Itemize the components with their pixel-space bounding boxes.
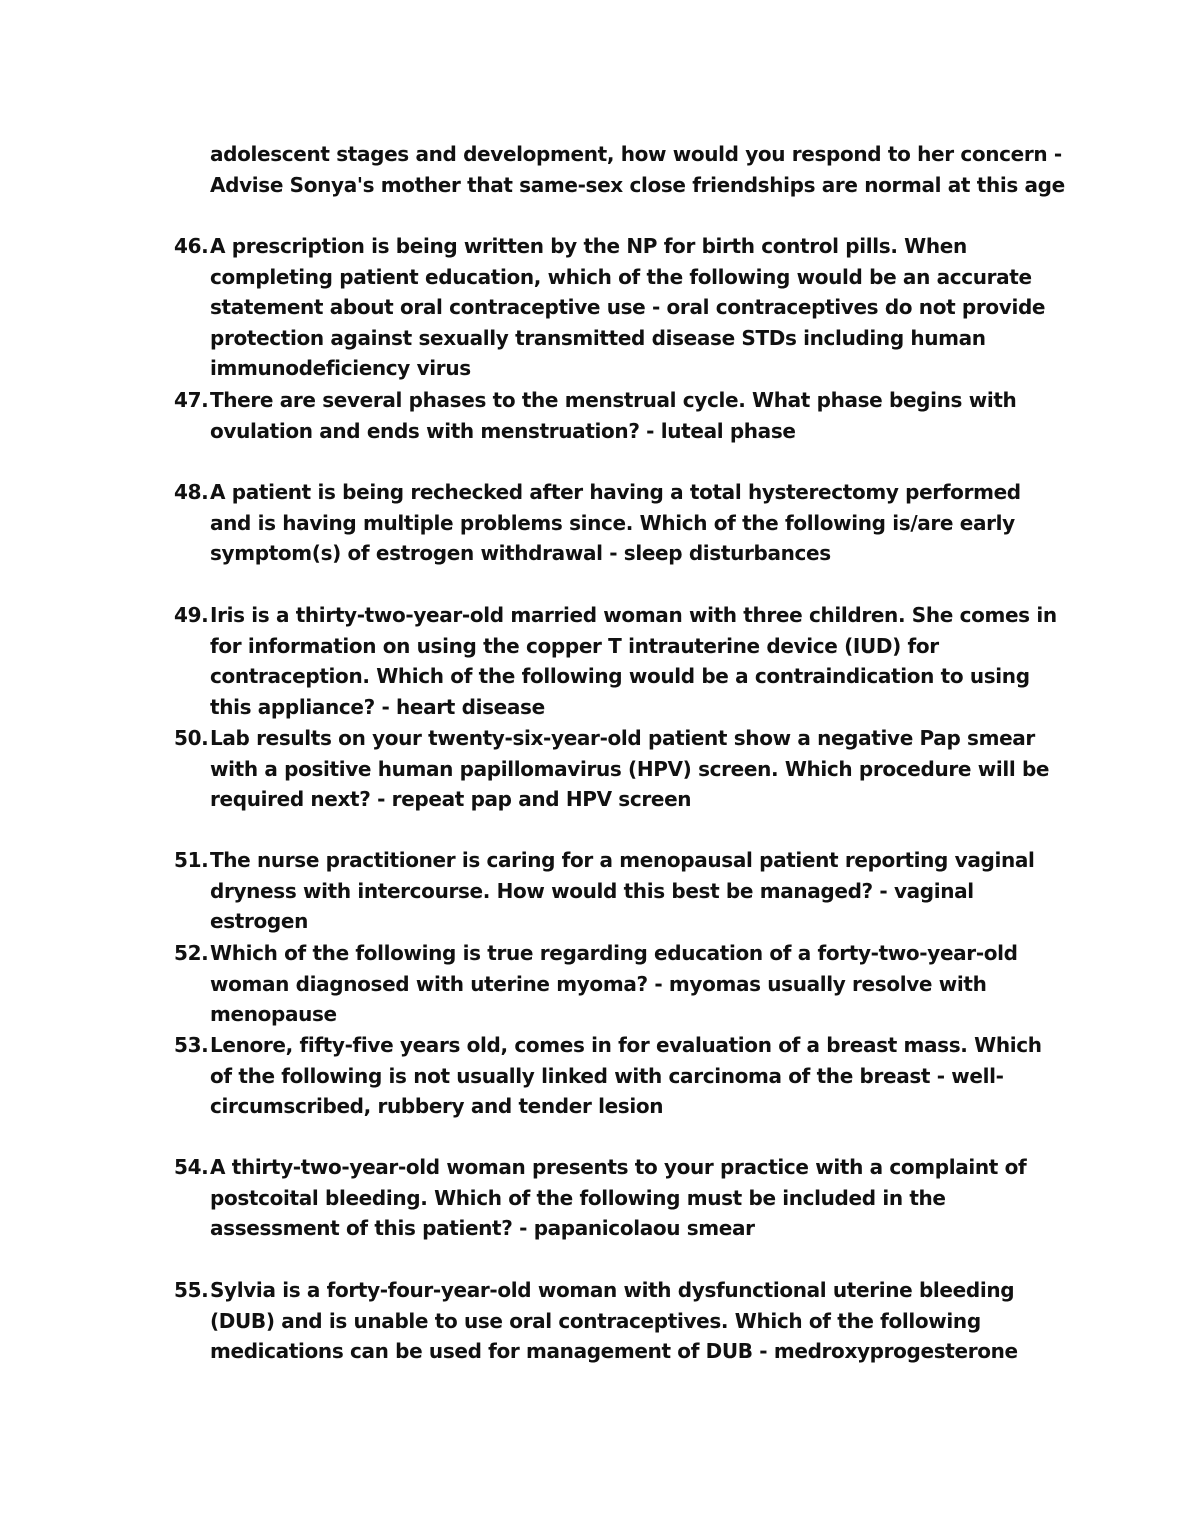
- list-item: [174, 938, 1064, 1030]
- item-number: 48.: [174, 480, 209, 504]
- item-text: Lab results on your twenty-six-year-old patient show a negative Pap smear with a positive human papillomavirus (HPV) screen. Which procedure will be required next? - repeat pap and HPV screen: [210, 726, 1050, 812]
- item-text: The nurse practitioner is caring for a menopausal patient reporting vaginal dryness with intercourse. How would this best be managed? - vaginal estrogen: [210, 848, 1035, 934]
- continued-answer: [174, 139, 1064, 200]
- item-number: 53.: [174, 1033, 209, 1057]
- item-number: 52.: [174, 941, 209, 965]
- list-item: [174, 1152, 1064, 1244]
- list-item: [174, 385, 1064, 446]
- list-item: [174, 845, 1064, 937]
- item-text: Sylvia is a forty-four-year-old woman with dysfunctional uterine bleeding (DUB) and is unable to use oral contraceptives. Which of the following medications can be used for management of DUB - medroxyprogesterone: [210, 1278, 1018, 1364]
- item-number: 55.: [174, 1278, 209, 1302]
- item-text: Lenore, fifty-five years old, comes in for evaluation of a breast mass. Which of the following is not usually linked with carcinoma of the breast - well-circumscribed, rubbery and tender lesion: [210, 1033, 1042, 1119]
- item-number: 54.: [174, 1155, 209, 1179]
- list-item: [174, 600, 1064, 722]
- item-text: A prescription is being written by the NP for birth control pills. When completing patient education, which of the following would be an accurate statement about oral contraceptive use - oral contraceptives do not provide protection against sexually transmitted disease STDs including human immunodeficiency virus: [210, 234, 1046, 381]
- list-item: [174, 723, 1064, 815]
- list-item: [174, 1275, 1064, 1367]
- item-text: Which of the following is true regarding education of a forty-two-year-old woman diagnosed with uterine myoma? - myomas usually resolve with menopause: [210, 941, 1018, 1027]
- item-number: 50.: [174, 726, 209, 750]
- item-number: 51.: [174, 848, 209, 872]
- item-number: 49.: [174, 603, 209, 627]
- item-text: A patient is being rechecked after having a total hysterectomy performed and is having multiple problems since. Which of the following is/are early symptom(s) of estrogen withdrawal - sleep disturbances: [210, 480, 1021, 566]
- item-text: Iris is a thirty-two-year-old married woman with three children. She comes in for information on using the copper T intrauterine device (IUD) for contraception. Which of the following would be a contraindication to using this appliance? - heart disease: [210, 603, 1057, 719]
- item-text: A thirty-two-year-old woman presents to your practice with a complaint of postcoital bleeding. Which of the following must be included in the assessment of this patient? - papanicolaou smear: [210, 1155, 1027, 1241]
- continued-answer-text: adolescent stages and development, how would you respond to her concern - Advise Sonya's mother that same-sex close friendships are normal at this age: [210, 142, 1065, 197]
- list-item: [174, 477, 1064, 569]
- item-text: There are several phases to the menstrual cycle. What phase begins with ovulation and ends with menstruation? - luteal phase: [210, 388, 1017, 443]
- item-number: 47.: [174, 388, 209, 412]
- item-number: 46.: [174, 234, 209, 258]
- list-item: [174, 231, 1064, 384]
- list-item: [174, 1030, 1064, 1122]
